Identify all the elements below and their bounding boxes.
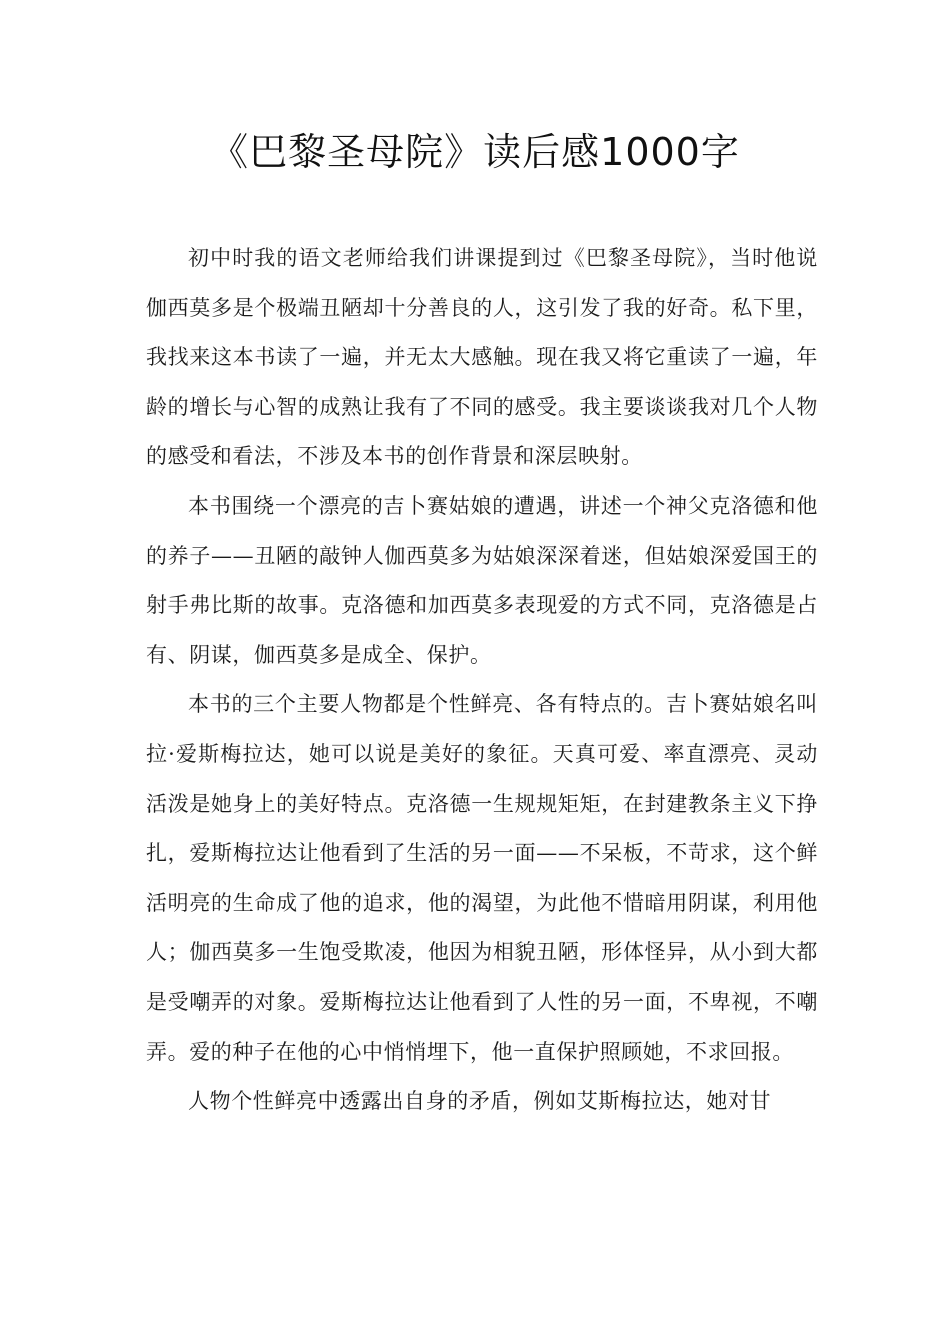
paragraph-1: 初中时我的语文老师给我们讲课提到过《巴黎圣母院》，当时他说伽西莫多是个极端丑陋却十分善良的人，这引发了我的好奇。私下里，我找来这本书读了一遍，并无太大感触。现在我又将它重读了一遍，年龄的增长与心智的成熟让我有了不同的感受。我主要谈谈我对几个人物的感受和看法，不涉及本书的创作背景和深层映射。: [146, 246, 818, 469]
paragraph-2: 本书围绕一个漂亮的吉卜赛姑娘的遭遇，讲述一个神父克洛德和他的养子——丑陋的敲钟人伽西莫多为姑娘深深着迷，但姑娘深爱国王的射手弗比斯的故事。克洛德和加西莫多表现爱的方式不同，克洛德是占有、阴谋，伽西莫多是成全、保护。: [146, 493, 818, 667]
document-body: [146, 234, 818, 1127]
document-title: 《巴黎圣母院》读后感1000字: [210, 130, 740, 174]
paragraph-4: 人物个性鲜亮中透露出自身的矛盾，例如艾斯梅拉达，她对甘: [188, 1089, 772, 1114]
paragraph-3: 本书的三个主要人物都是个性鲜亮、各有特点的。吉卜赛姑娘名叫拉·爱斯梅拉达，她可以说是美好的象征。天真可爱、率直漂亮、灵动活泼是她身上的美好特点。克洛德一生规规矩矩，在封建教条主义下挣扎，爱斯梅拉达让他看到了生活的另一面——不呆板，不苛求，这个鲜活明亮的生命成了他的追求，他的渴望，为此他不惜暗用阴谋，利用他人；伽西莫多一生饱受欺凌，他因为相貌丑陋，形体怪异，从小到大都是受嘲弄的对象。爱斯梅拉达让他看到了人性的另一面，不卑视，不嘲弄。爱的种子在他的心中悄悄埋下，他一直保护照顾她，不求回报。: [146, 692, 818, 1064]
